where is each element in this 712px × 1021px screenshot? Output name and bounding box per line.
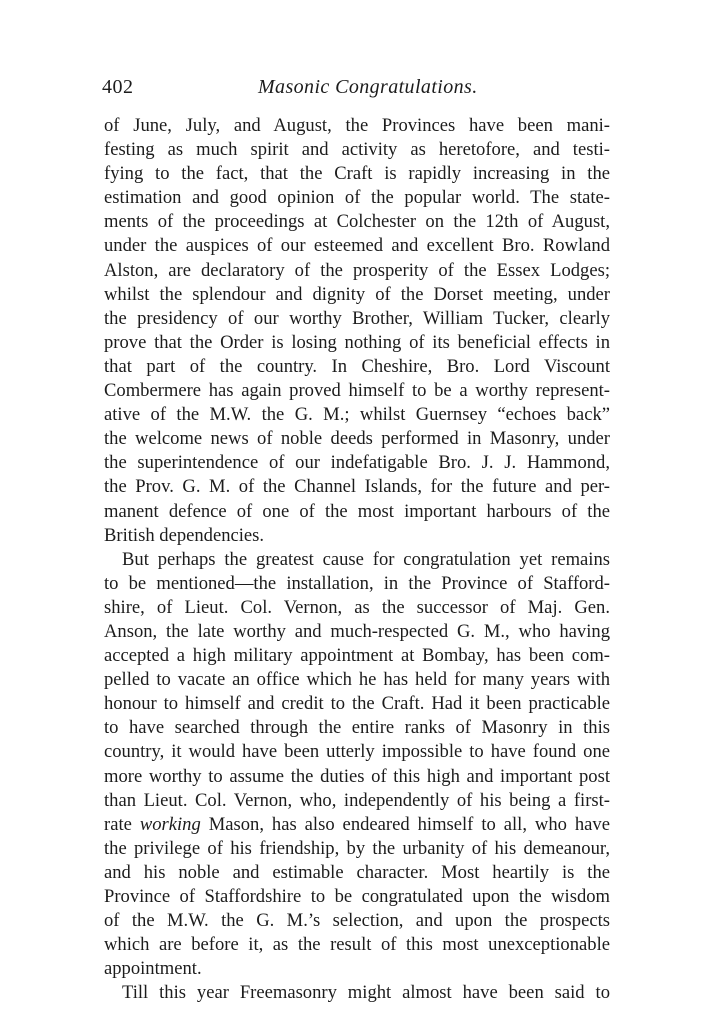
text-line: of June, July, and August, the Provinces have been mani- <box>104 115 610 136</box>
text-line: British dependencies. <box>104 524 265 546</box>
paragraph-2 <box>104 548 610 982</box>
text-line: shire, of Lieut. Col. Vernon, as the successor of Maj. Gen. <box>104 596 610 618</box>
text-line: ments of the proceedings at Colchester on the 12th of August, <box>104 211 610 233</box>
paragraph-3 <box>104 981 610 1005</box>
text-line: than Lieut. Col. Vernon, who, independently of his being a first- <box>104 789 610 811</box>
text-line: to be mentioned—the installation, in the Province of Stafford- <box>104 572 610 594</box>
text-line: the presidency of our worthy Brother, William Tucker, clearly <box>104 307 610 329</box>
body-text <box>104 114 610 1005</box>
text-line: fying to the fact, that the Craft is rapidly increasing in the <box>104 163 610 185</box>
page-number: 402 <box>102 76 134 98</box>
text-line: to have searched through the entire ranks of Masonry in this <box>104 717 610 739</box>
running-title: Masonic Congratulations. <box>258 76 478 98</box>
text-line: rate working Mason, has also endeared himself to all, who have <box>104 813 610 835</box>
text-line: Alston, are declaratory of the prosperity of the Essex Lodges; <box>104 259 610 281</box>
text-line: whilst the splendour and dignity of the Dorset meeting, under <box>104 283 610 305</box>
text-line: pelled to vacate an office which he has held for many years with <box>104 669 610 691</box>
text-line: Combermere has again proved himself to be a worthy represent- <box>104 380 610 402</box>
text-line: accepted a high military appointment at Bombay, has been com- <box>104 645 610 667</box>
text-line: the superintendence of our indefatigable Bro. J. J. Hammond, <box>104 452 610 474</box>
text-line: the welcome news of noble deeds performed in Masonry, under <box>104 428 610 450</box>
text-line: that part of the country. In Cheshire, Bro. Lord Viscount <box>104 355 610 377</box>
text-line: Province of Staffordshire to be congratulated upon the wisdom <box>104 886 610 907</box>
paragraph-1 <box>104 114 610 548</box>
text-line: appointment. <box>104 958 202 980</box>
text-line: Till this year Freemasonry might almost have been said to <box>122 982 610 1004</box>
text-line: the Prov. G. M. of the Channel Islands, for the future and per- <box>104 476 610 498</box>
text-line: Anson, the late worthy and much-respected G. M., who having <box>104 620 610 642</box>
text-line: estimation and good opinion of the popular world. The state- <box>104 187 610 209</box>
text-line: ative of the M.W. the G. M.; whilst Guernsey “echoes back” <box>104 404 610 426</box>
running-head <box>102 76 612 102</box>
text-line: honour to himself and credit to the Craft. Had it been practicable <box>104 693 610 715</box>
text-line: country, it would have been utterly impossible to have found one <box>104 741 610 763</box>
text-line: But perhaps the greatest cause for congratulation yet remains <box>122 548 610 570</box>
text-line: festing as much spirit and activity as heretofore, and testi- <box>104 139 610 161</box>
text-line: and his noble and estimable character. Most heartily is the <box>104 861 610 883</box>
text-line: prove that the Order is losing nothing of its beneficial effects in <box>104 331 610 353</box>
text-line: more worthy to assume the duties of this high and important post <box>104 765 610 787</box>
text-line: under the auspices of our esteemed and excellent Bro. Rowland <box>104 235 610 257</box>
text-line: manent defence of one of the most important harbours of the <box>104 500 610 522</box>
text-line: which are before it, as the result of this most unexceptionable <box>104 934 610 956</box>
text-line: the privilege of his friendship, by the urbanity of his demeanour, <box>104 837 610 859</box>
text-line: of the M.W. the G. M.’s selection, and upon the prospects <box>104 910 610 932</box>
